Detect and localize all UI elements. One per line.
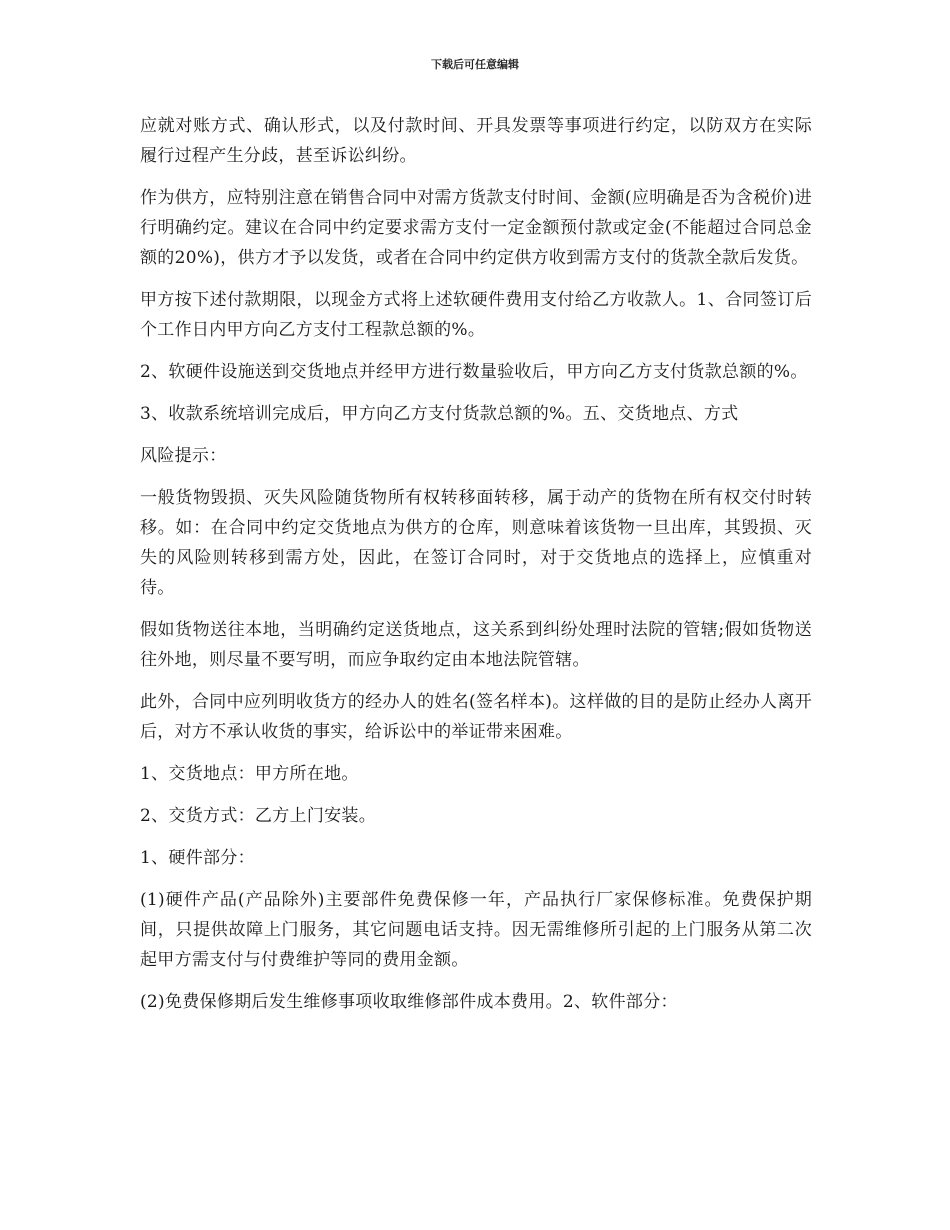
paragraph-post-warranty: (2)免费保修期后发生维修事项收取维修部件成本费用。2、软件部分： — [140, 992, 678, 1012]
paragraph-reconciliation: 应就对账方式、确认形式，以及付款时间、开具发票等事项进行约定，以防双方在实际履行过程产生分歧，甚至诉讼纠纷。 — [140, 116, 812, 166]
paragraph-hardware-warranty: (1)硬件产品(产品除外)主要部件免费保修一年，产品执行厂家保修标准。免费保护期间，只提供故障上门服务，其它问题电话支持。因无需维修所引起的上门服务从第二次起甲方需支付与付费维护等同的费用金额。 — [140, 890, 812, 970]
paragraph-delivery-place: 1、交货地点：甲方所在地。 — [140, 764, 359, 784]
page-header: 下载后可任意编辑 — [431, 58, 519, 71]
paragraph-delivery-jurisdiction: 假如货物送往本地，当明确约定送货地点，这关系到纠纷处理时法院的管辖;假如货物送往外地，则尽量不要写明，而应争取约定由本地法院管辖。 — [140, 620, 812, 670]
paragraph-risk-transfer: 一般货物毁损、灭失风险随货物所有权转移面转移，属于动产的货物在所有权交付时转移。如：在合同中约定交货地点为供方的仓库，则意味着该货物一旦出库，其毁损、灭失的风险则转移到需方处，因此，在签订合同时，对于交货地点的选择上，应慎重对待。 — [140, 488, 812, 598]
paragraph-risk-title: 风险提示： — [140, 446, 227, 466]
document-body — [140, 111, 812, 1029]
paragraph-payment-terms: 甲方按下述付款期限，以现金方式将上述软硬件费用支付给乙方收款人。1、合同签订后个工作日内甲方向乙方支付工程款总额的%。 — [140, 290, 812, 340]
paragraph-receiver-name: 此外，合同中应列明收货方的经办人的姓名(签名样本)。这样做的目的是防止经办人离开后，对方不承认收货的事实，给诉讼中的举证带来困难。 — [140, 692, 812, 742]
paragraph-payment-step-2: 2、软硬件设施送到交货地点并经甲方进行数量验收后，甲方向乙方支付货款总额的%。 — [140, 362, 808, 382]
paragraph-payment-step-3: 3、收款系统培训完成后，甲方向乙方支付货款总额的%。五、交货地点、方式 — [140, 404, 739, 424]
paragraph-payment-advice: 作为供方，应特别注意在销售合同中对需方货款支付时间、金额(应明确是否为含税价)进行明确约定。建议在合同中约定要求需方支付一定金额预付款或定金(不能超过合同总金额的20%)，供方才予以发货，或者在合同中约定供方收到需方支付的货款全款后发货。 — [140, 188, 812, 268]
paragraph-delivery-method: 2、交货方式：乙方上门安装。 — [140, 806, 377, 826]
paragraph-hardware-title: 1、硬件部分： — [140, 848, 255, 868]
